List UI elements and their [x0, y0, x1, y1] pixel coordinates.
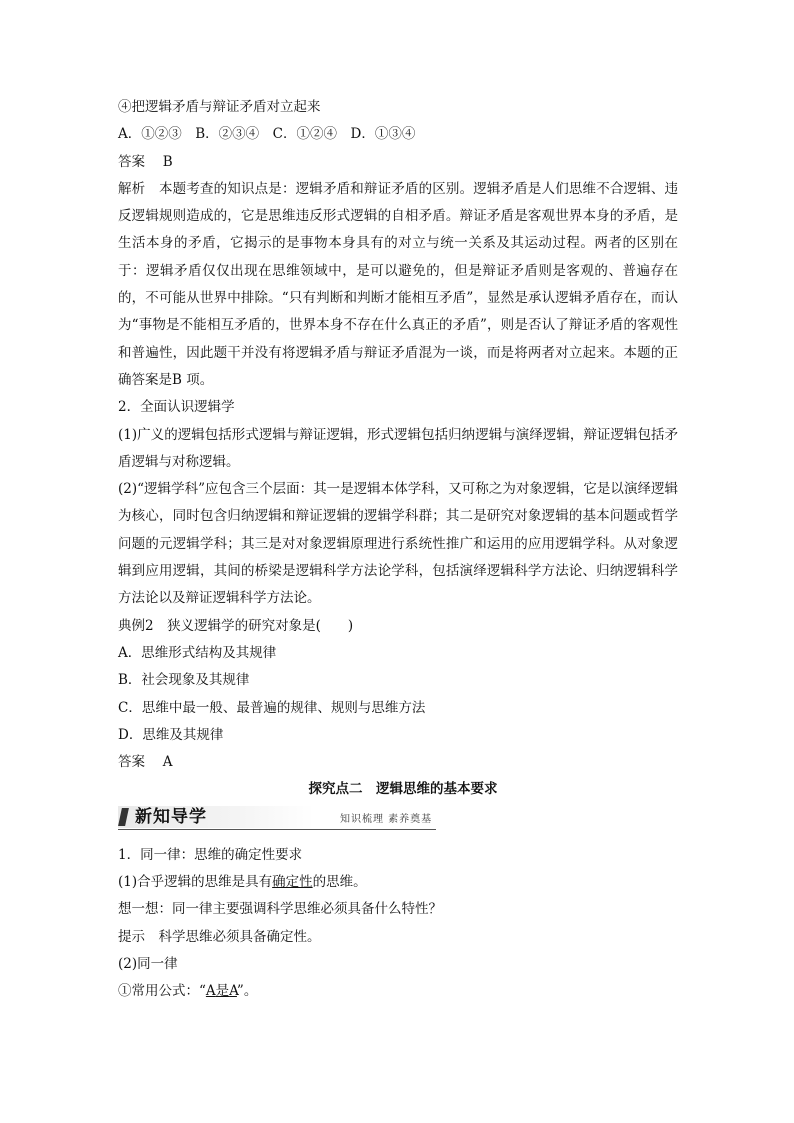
banner-divider — [118, 829, 436, 830]
law-point-1-prefix: (1)合乎逻辑的思维是具有 — [118, 874, 273, 891]
example-label: 典例2 — [118, 617, 154, 634]
banner-subtitle: 知识梳理 素养奠基 — [340, 813, 433, 825]
section-title: 探究点二 逻辑思维的基本要求 — [308, 781, 498, 798]
law-heading: 1．同一律：思维的确定性要求 — [118, 846, 303, 863]
banner-title: 新知导学 — [135, 806, 207, 827]
law-point-1 — [118, 869, 678, 896]
law-heading-2: (2)同一律 — [118, 955, 178, 972]
analysis-paragraph — [118, 176, 678, 394]
formula-prefix: ①常用公式：“ — [118, 983, 206, 1000]
law-point-1-suffix: 的思维。 — [312, 874, 367, 891]
section-paragraph-2: (2)“逻辑学科”应包含三个层面：其一是逻辑本体学科，又可称之为对象逻辑，它是以演绎逻辑为核心，同时包含归纳逻辑和辩证逻辑的逻辑学科群；其二是研究对象逻辑的基本问题或哲学问题的元逻辑学科；其三是对对象逻辑原理进行系统性推广和运用的应用逻辑学科。从对象逻辑到应用逻辑，其间的桥梁是逻辑科学方法论学科，包括演绎逻辑科学方法论、归纳逻辑科学方法论以及辩证逻辑科学方法论。 — [118, 481, 678, 607]
hint-line — [118, 924, 678, 951]
section-banner — [118, 806, 678, 834]
answer-value: B — [162, 153, 173, 170]
formula-blank — [206, 983, 237, 999]
formula-line — [118, 978, 678, 1005]
section-heading: 2．全面认识逻辑学 — [118, 399, 235, 416]
hint-text: 科学思维必须具备确定性。 — [158, 928, 321, 945]
example-answer-label: 答案 — [118, 754, 145, 771]
example-question-text: 狭义逻辑学的研究对象是( ) — [167, 617, 354, 634]
example-answer-value: A — [162, 754, 173, 771]
think-question: 想一想：同一律主要强调科学思维必须具备什么特性？ — [118, 901, 442, 918]
option-a: A．思维形式结构及其规律 — [118, 644, 277, 661]
formula-a1: A — [205, 983, 216, 1000]
example-question — [118, 613, 678, 640]
option-d: D．思维及其规律 — [118, 726, 224, 743]
analysis-label: 解析 — [118, 180, 146, 197]
answer-choices: A．①②③ B．②③④ C．①②④ D．①③④ — [118, 126, 416, 143]
section-paragraph-1: (1)广义的逻辑包括形式逻辑与辩证逻辑，形式逻辑包括归纳逻辑与演绎逻辑，辩证逻辑包括矛盾逻辑与对称逻辑。 — [118, 426, 678, 470]
answer-label: 答案 — [118, 153, 145, 170]
option-c: C．思维中最一般、最普遍的规律、规则与思维方法 — [118, 699, 426, 716]
hint-label: 提示 — [118, 928, 145, 945]
formula-suffix: ”。 — [236, 983, 258, 1000]
document-page — [118, 94, 678, 1006]
law-point-1-blank: 确定性 — [272, 874, 313, 891]
answer-line — [118, 149, 678, 176]
option-4: ④把逻辑矛盾与辩证矛盾对立起来 — [118, 99, 321, 115]
option-b: B．社会现象及其规律 — [118, 672, 250, 689]
example-answer — [118, 749, 678, 776]
formula-mid: 是 — [215, 983, 230, 1000]
formula-a2: A — [229, 983, 237, 1000]
analysis-text: 本题考查的知识点是：逻辑矛盾和辩证矛盾的区别。逻辑矛盾是人们思维不合逻辑、违反逻辑规则造成的，它是思维违反形式逻辑的自相矛盾。辩证矛盾是客观世界本身的矛盾，是生活本身的矛盾，它揭示的是事物本身具有的对立与统一关系及其运动过程。两者的区别在于：逻辑矛盾仅仅出现在思维领域中，是可以避免的，但是辩证矛盾则是客观的、普遍存在的，不可能从世界中排除。“只有判断和判断才能相互矛盾”，显然是承认逻辑矛盾存在，而认为“事物是不能相互矛盾的，世界本身不存在什么真正的矛盾”，则是否认了辩证矛盾的客观性和普遍性，因此题干并没有将逻辑矛盾与辩证矛盾混为一谈，而是将两者对立起来。本题的正确答案是B 项。 — [118, 180, 679, 388]
